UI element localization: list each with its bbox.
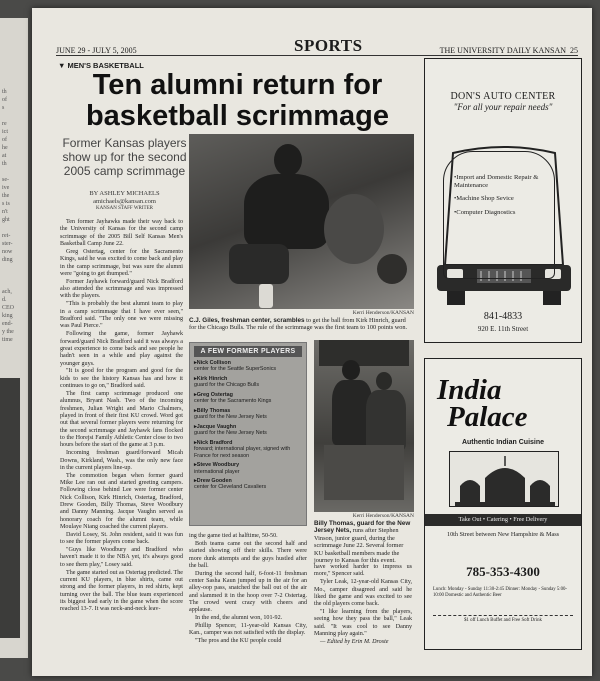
byline-email: amichaels@kansan.com: [93, 197, 156, 205]
paragraph: "The pros and the KU people could: [195, 638, 282, 645]
india-palace-ad: [424, 358, 582, 650]
ad-subtitle: Authentic Indian Cuisine: [461, 439, 545, 446]
ad-service: •Computer Diagnostics: [454, 208, 516, 216]
list-item: ▸ Steve Woodbury international player: [194, 462, 302, 475]
scrimmage-photo-1: [189, 134, 414, 309]
paragraph: "Guys like Woodbury and Bradford who haven't made it to the NBA yet, it's always good to see them play," Losey said.: [60, 547, 183, 568]
paragraph: have worked harder to impress us more," Spencer said.: [314, 564, 412, 578]
list-item: ▸ Greg Ostertag center for the Sacramento Kings: [194, 392, 302, 405]
paragraph: Greg Ostertag, center for the Sacramento Kings, said he was excited to come back and play in the camp scrimmage, but was sure the alumni were "going to get thumped.": [60, 248, 183, 277]
scrimmage-photo-2: [314, 340, 414, 512]
paragraph: Incoming freshman guard/forward Micah Downs, Kirkland, Wash., was the only new face in the current players line-up.: [60, 450, 183, 471]
paragraph: Phillip Spencer, 11-year-old Kansas City, Kan., camper was not satisfied with the display.: [189, 623, 307, 637]
adjacent-page-photo: [0, 378, 20, 638]
article-column-2: [189, 533, 307, 646]
paragraph: Tyler Leak, 12-year-old Kansas City, Mo., camper disagreed and said he liked the game and was excited to see the old players come back.: [314, 579, 412, 608]
ad-tagline: "For all your repair needs": [453, 102, 553, 112]
photo-1-caption: [189, 317, 414, 332]
paragraph: During the second half, 6-foot-11 freshman center Sasha Kaun jumped up in the air for an alley-oop pass, snatched the ball out of the air and slammed it in the hoop over 7-2 Ostertag. The crowd went crazy with cheers and applause.: [189, 570, 307, 614]
section-kicker: ▼ MEN'S BASKETBALL: [58, 61, 144, 70]
photo-2-caption: [314, 520, 414, 564]
byline: [62, 190, 187, 213]
ad-address: 920 E. 11th Street: [477, 325, 529, 333]
list-item: ▸ Nick Bradford forward; international player, signed with France for next season: [194, 440, 302, 459]
ad-service: •Import and Domestic Repair & Maintenance: [454, 174, 539, 189]
sidebar-title: A FEW FORMER PLAYERS: [194, 346, 302, 357]
paragraph: The game started out as Ostertag predicted. The current KU players, in blue shirts, came out strong and the former players, in red shirts, kept turning over the ball. The blue team experienced its biggest lead early in the game when the score reached 13-7. It was neck-and-neck leav-: [60, 569, 183, 613]
ad-services-band: Take Out • Catering • Free Delivery: [425, 514, 581, 526]
paragraph: Following the game, former Jayhawk forward/guard Nick Bradford said it was always a great experience to come back and see people he hadn't seen in a while and play against the younger guys.: [60, 331, 183, 367]
section-name: SPORTS: [294, 36, 363, 55]
photo-2-credit: Kerri Henderson/KANSAN: [352, 513, 414, 519]
paragraph: ing the game tied at halftime, 50-50.: [189, 533, 278, 539]
ad-address: 10th Street between New Hampshire & Mass: [446, 531, 560, 538]
ad-services-list: [443, 151, 555, 279]
paragraph: The first camp scrimmage produced one alumnus, Bryant Nash. Two of the incoming freshmen, Julian Wright and Mario Chalmers, played in front of their first KU crowd. Word got out that several former players were returning for the second scrimmage and Jayhawk fans flocked to the Horejsi Family Athletic Center close to two hours before the start of the game at 3 p.m.: [60, 390, 183, 449]
photo-2-caption-text: runs after Stephen Vinson, junior guard, during the scrimmage June 22. Several former KU basketball members made the journey to Kansas for this event.: [314, 527, 404, 565]
paragraph: "I like learning from the players, seeing how they pass the ball," Leak said. "It was cool to see Danny Manning play again.": [314, 609, 412, 638]
newspaper-page: [32, 8, 592, 676]
list-item: ▸ Kirk Hinrich guard for the Chicago Bulls: [194, 376, 302, 389]
paragraph: Former Jayhawk forward/guard Nick Bradford also attended the scrimmage and was impressed with the players.: [60, 278, 183, 300]
photo-1-caption-text: to get the ball from Kirk Hinrich, guard for the Chicago Bulls. The rule of the scrimmage was the first team to 100 points won.: [189, 317, 408, 332]
ad-service: •Machine Shop Sevice: [454, 195, 514, 202]
list-item: ▸ Jacque Vaughn guard for the New Jersey Nets: [194, 424, 302, 437]
former-players-list: [194, 360, 302, 491]
palace-icon: [450, 452, 560, 508]
ad-phone: 841-4833: [483, 311, 523, 322]
byline-role: KANSAN STAFF WRITER: [95, 206, 153, 211]
adjacent-page-edge: th of s re ict of he at th se- ive the s is n't ght ret- ster- now ding ach, d. CEO king end- y the time: [0, 18, 28, 658]
issue-date: JUNE 29 - JULY 5, 2005: [56, 46, 137, 55]
ad-hours: Lunch: Monday - Sunday 11:30-2:45 Dinner: Monday - Sunday 5:00-10:00 Domestic and Authentic Beer: [433, 587, 567, 598]
article-column-1: [60, 219, 183, 614]
article-column-3: [314, 564, 412, 647]
former-players-sidebar: [189, 342, 307, 526]
ad-business-name: DON'S AUTO CENTER: [450, 91, 556, 102]
paragraph: Both teams came out the second half and started showing off their skills. There were more dunk attempts and the guys hustled after the ball.: [189, 540, 307, 569]
paragraph: In the end, the alumni won, 101-92.: [195, 615, 283, 622]
byline-author: BY ASHLEY MICHAELS: [89, 190, 160, 197]
paragraph: David Losey, St. John resident, said it was fun to see the former players come back.: [60, 531, 183, 546]
paragraph: Ten former Jayhawks made their way back to the University of Kansas for the second camp scrimmage of the 2005 Bill Self Kansas Men's Basketball Camp June 22.: [60, 219, 183, 248]
paragraph: "This is probably the best alumni team to play in a camp scrimmage that I have ever seen," Bradford said. "The only one we were missing was Paul Pierce.": [60, 301, 183, 330]
dons-auto-center-ad: [424, 58, 582, 343]
list-item: ▸ Billy Thomas guard for the New Jersey Nets: [194, 408, 302, 421]
page-header: [56, 34, 578, 56]
photo-2-caption-lead: Billy Thomas, guard for the New Jersey Nets,: [314, 520, 411, 535]
paper-name: THE UNIVERSITY DAILY KANSAN: [439, 46, 566, 55]
list-item: ▸ Drew Gooden center for Cleveland Cavaliers: [194, 478, 302, 491]
ad-phone: 785-353-4300: [466, 564, 540, 579]
photo-1-caption-lead: C.J. Giles, freshman center, scrambles: [189, 317, 305, 324]
paragraph: "It is good for the program and good for the kids to see the history Kansas has and how it continues to go on," Bradford said.: [60, 368, 183, 390]
photo-1-credit: Kerri Henderson/KANSAN: [352, 310, 414, 316]
list-item: ▸ Nick Collison center for the Seattle SuperSonics: [194, 360, 302, 373]
paper-name-and-page: [440, 46, 578, 55]
india-palace-logo: India Palace: [437, 374, 528, 433]
headline: Ten alumni return for basketball scrimmage: [85, 69, 390, 132]
page-number: 25: [570, 46, 578, 55]
editor-credit: — Edited by Erin M. Droste: [320, 638, 389, 645]
ad-coupon: $1 off Lunch Buffet and Free Soft Drink: [433, 615, 573, 623]
palace-illustration: [449, 451, 559, 507]
subheadline: Former Kansas players show up for the second 2005 camp scrimmage: [62, 136, 187, 178]
paragraph: The commotion began when former guard Mike Lee ran out and started greeting campers. Following close behind Lee were former center Nick Collison, Kirk Hinrich, Ostertag, Bradford, Drew Gooden, Billy Thomas, Steve Woodbury and Danny Manning. Jacque Vaughn served as honorary coach for the alumni team, while Moulaye Niang coached the current players.: [60, 472, 183, 531]
